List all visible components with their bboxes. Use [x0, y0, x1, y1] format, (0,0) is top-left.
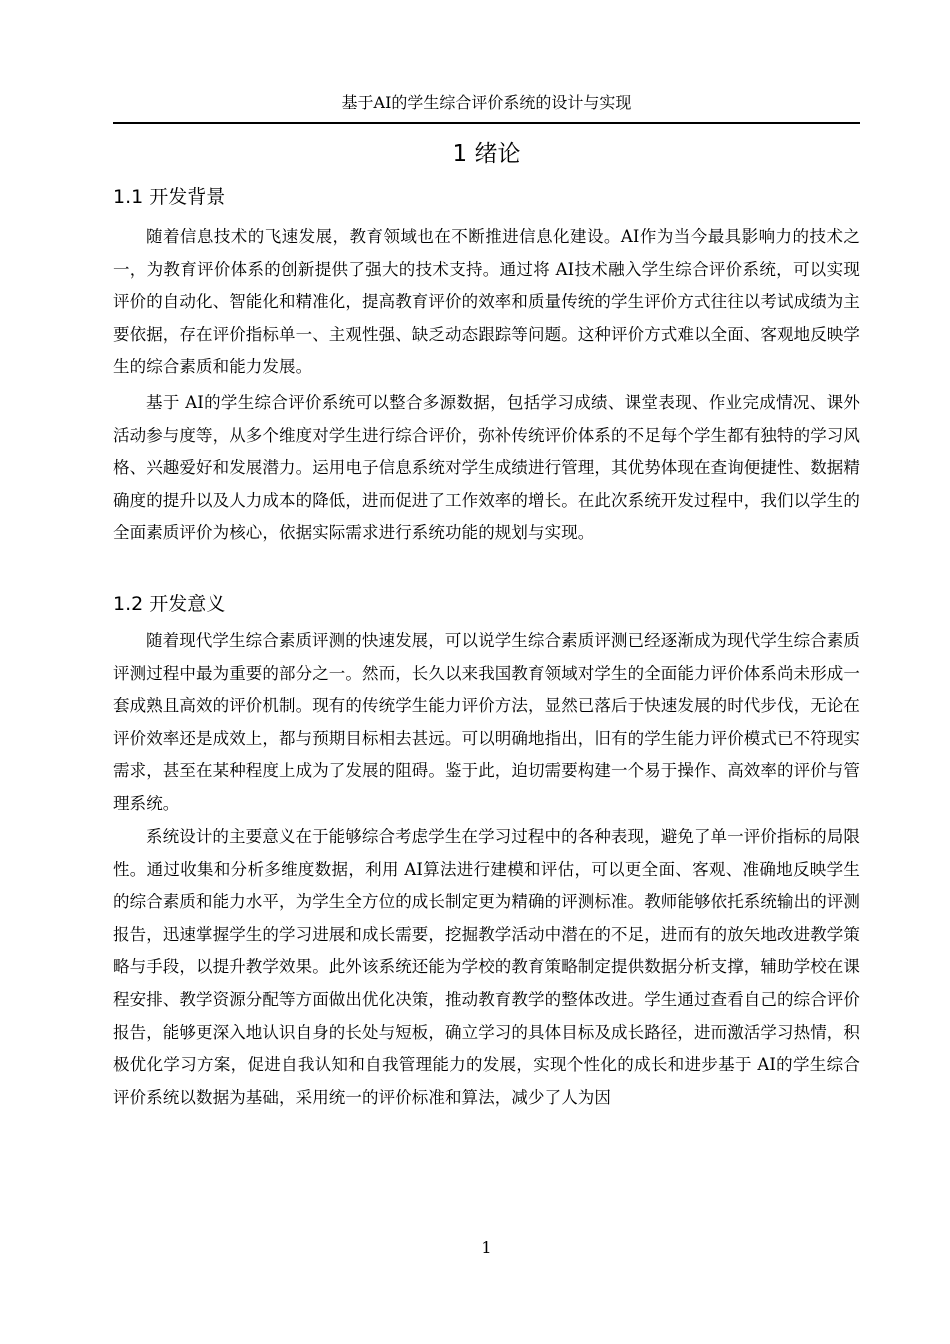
paragraph-1-2-a: 随着现代学生综合素质评测的快速发展，可以说学生综合素质评测已经逐渐成为现代学生综合素质评测过程中最为重要的部分之一。然而，长久以来我国教育领域对学生的全面能力评价体系尚未形成一套成熟且高效的评价机制。现有的传统学生能力评价方法，显然已落后于快速发展的时代步伐，无论在评价效率还是成效上，都与预期目标相去甚远。可以明确地指出，旧有的学生能力评价模式已不符现实需求，甚至在某种程度上成为了发展的阻碍。鉴于此，迫切需要构建一个易于操作、高效率的评价与管理系统。	[113, 631, 860, 813]
header-divider	[113, 122, 860, 124]
section-heading-1-2: 1.2 开发意义	[113, 593, 226, 615]
running-header: 基于AI的学生综合评价系统的设计与实现	[341, 93, 632, 112]
paragraph-1-1-a: 随着信息技术的飞速发展，教育领域也在不断推进信息化建设。AI作为当今最具影响力的技术之一，为教育评价体系的创新提供了强大的技术支持。通过将 AI技术融入学生综合评价系统，可以实现评价的自动化、智能化和精准化，提高教育评价的效率和质量传统的学生评价方式往往以考试成绩为主要依据，存在评价指标单一、主观性强、缺乏动态跟踪等问题。这种评价方式难以全面、客观地反映学生的综合素质和能力发展。	[113, 227, 860, 377]
chapter-title: 1 绪论	[452, 141, 521, 167]
section-heading-1-1: 1.1 开发背景	[113, 186, 226, 208]
page-number: 1	[481, 1238, 492, 1257]
paragraph-1-1-b: 基于 AI的学生综合评价系统可以整合多源数据，包括学习成绩、课堂表现、作业完成情况、课外活动参与度等，从多个维度对学生进行综合评价，弥补传统评价体系的不足每个学生都有独特的学习风格、兴趣爱好和发展潜力。运用电子信息系统对学生成绩进行管理，其优势体现在查询便捷性、数据精确度的提升以及人力成本的降低，进而促进了工作效率的增长。在此次系统开发过程中，我们以学生的全面素质评价为核心，依据实际需求进行系统功能的规划与实现。	[113, 393, 860, 543]
paragraph-1-2-b: 系统设计的主要意义在于能够综合考虑学生在学习过程中的各种表现，避免了单一评价指标的局限性。通过收集和分析多维度数据，利用 AI算法进行建模和评估，可以更全面、客观、准确地反映学生的综合素质和能力水平，为学生全方位的成长制定更为精确的评测标准。教师能够依托系统输出的评测报告，迅速掌握学生的学习进展和成长需要，挖掘教学活动中潜在的不足，进而有的放矢地改进教学策略与手段，以提升教学效果。此外该系统还能为学校的教育策略制定提供数据分析支撑，辅助学校在课程安排、教学资源分配等方面做出优化决策，推动教育教学的整体改进。学生通过查看自己的综合评价报告，能够更深入地认识自身的长处与短板，确立学习的具体目标及成长路径，进而激活学习热情，积极优化学习方案，促进自我认知和自我管理能力的发展，实现个性化的成长和进步基于 AI的学生综合评价系统以数据为基础，采用统一的评价标准和算法，减少了人为因	[113, 827, 860, 1107]
